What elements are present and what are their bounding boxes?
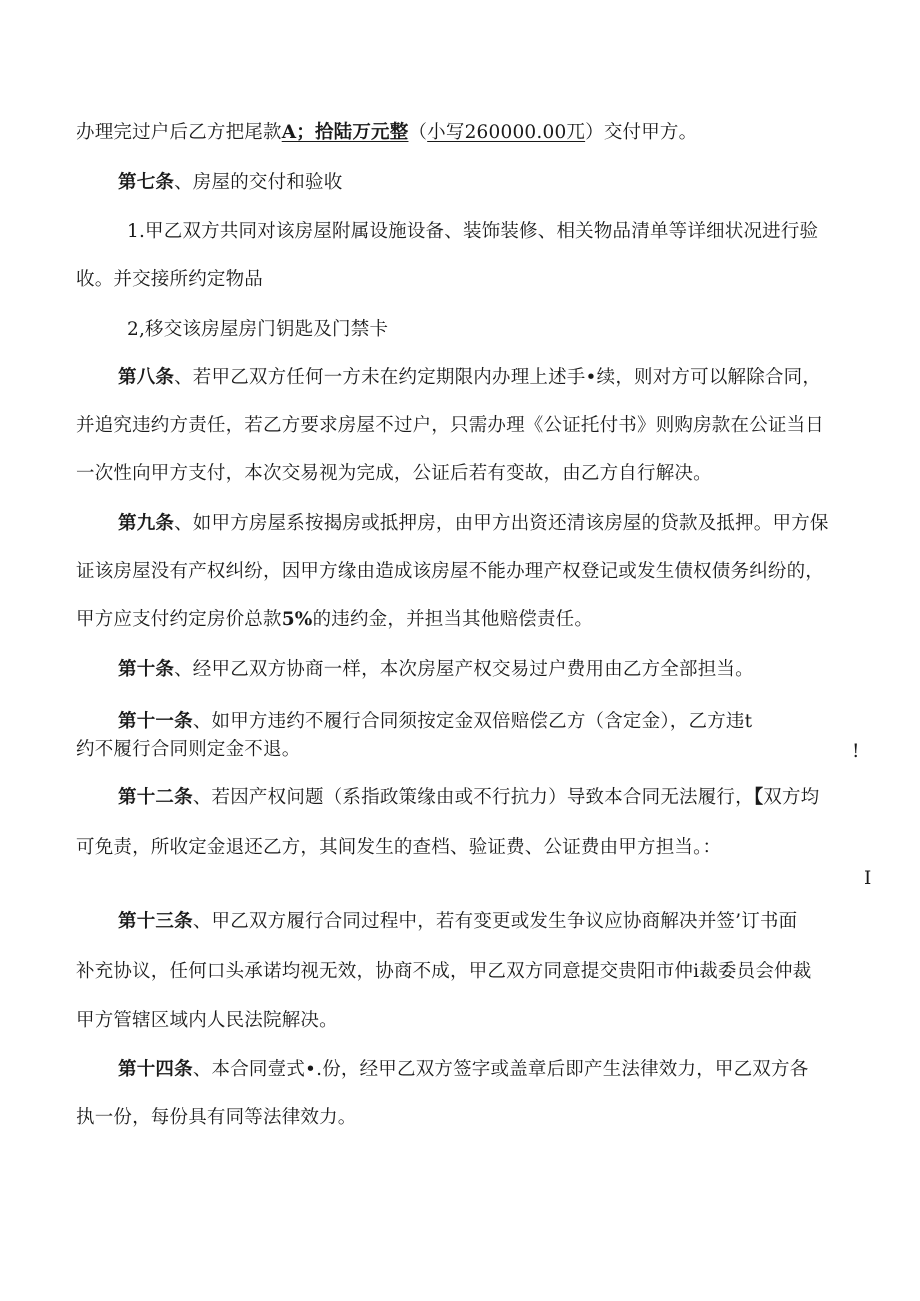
intro-paren-open: （ — [408, 122, 428, 143]
art8-line1 — [118, 366, 821, 390]
art12-line1-tail: 双方均 — [763, 787, 820, 808]
art11-line1-text: 、如甲方违约不履行合同须按定金双倍赔偿乙方（含定金），乙方违t — [192, 711, 753, 732]
art14-title: 第十四条 — [118, 1059, 193, 1080]
art10-title: 第十条 — [118, 659, 175, 680]
art12-line1-text: 、若因产权问题（系指政策缘由或不行抗力）导致本合同无法履行， — [192, 787, 754, 808]
art7-item1-line1: 1.甲乙双方共同对该房屋附属设施设备、装饰装修、相关物品清单等详细状况进行验 — [127, 221, 819, 242]
art12-margin-mark: I — [864, 868, 872, 889]
art10-line1-text: 、经甲乙双方协商一样，本次房屋产权交易过户费用由乙方全部担当。 — [174, 659, 754, 680]
art9-line3-prefix: 甲方应支付约定房价总款 — [76, 609, 282, 630]
art11-margin-mark: ! — [852, 741, 860, 762]
art12-line1 — [118, 786, 819, 810]
art13-line1 — [118, 910, 797, 934]
art9-line1-text: 、如甲方房屋系按揭房或抵押房，由甲方出资还清该房屋的贷款及抵押。甲方保 — [174, 513, 829, 534]
art8-line1-text: 、若甲乙双方任何一方未在约定期限内办理上述手•续，则对方可以解除合同， — [174, 367, 822, 388]
art13-line3: 甲方管辖区域内人民法院解决。 — [76, 1010, 338, 1031]
art11-line2: 约不履行合同则定金不退。 — [76, 739, 301, 760]
art10-line1 — [118, 658, 754, 682]
intro-amount-words: A；拾陆万元整 — [281, 122, 409, 143]
art7-title: 第七条 — [118, 172, 175, 193]
art9-line2: 证该房屋没有产权纠纷，因甲方缘由造成该房屋不能办理产权登记或发生债权债务纠纷的， — [76, 561, 825, 582]
art13-line1-text: 、甲乙双方履行合同过程中，若有变更或发生争议应协商解决并签’订书面 — [192, 911, 798, 932]
intro-prefix: 办理完过户后乙方把尾款 — [76, 122, 282, 143]
art14-line1-text: 、本合同壹式•.份，经甲乙双方签字或盖章后即产生法律效力，甲乙双方各 — [192, 1059, 809, 1080]
art8-line3: 一次性向甲方支付，本次交易视为完成，公证后若有变故，由乙方自行解决。 — [76, 463, 712, 484]
art12-bracket: 【 — [753, 787, 764, 808]
art11-line1 — [118, 710, 752, 734]
intro-line — [76, 121, 697, 145]
art13-title: 第十三条 — [118, 911, 193, 932]
art7-item2: 2,移交该房屋房门钥匙及门禁卡 — [127, 319, 389, 340]
art14-line2: 执一份，每份具有同等法律效力。 — [76, 1107, 357, 1128]
art7-heading-text: 、房屋的交付和验收 — [174, 172, 343, 193]
art14-line1 — [118, 1058, 808, 1082]
art7-heading — [118, 171, 342, 195]
art9-line3-suffix: 的违约金，并担当其他赔偿责任。 — [312, 609, 594, 630]
art7-item1-line2: 收。并交接所约定物品 — [76, 269, 264, 290]
art11-title: 第十一条 — [118, 711, 193, 732]
art9-title: 第九条 — [118, 513, 175, 534]
art13-line2: 补充协议，任何口头承诺均视无效，协商不成，甲乙双方同意提交贵阳市仲i裁委员会仲裁 — [76, 961, 812, 982]
art12-title: 第十二条 — [118, 787, 193, 808]
art9-penalty-percent: 5% — [281, 609, 313, 630]
art8-line2: 并追究违约方责任，若乙方要求房屋不过户，只需办理《公证托付书》则购房款在公证当日 — [76, 415, 825, 436]
intro-suffix: ）交付甲方。 — [585, 122, 698, 143]
art12-line2: 可免责，所收定金退还乙方，其间发生的查档、验证费、公证费由甲方担当。： — [76, 837, 722, 858]
art8-title: 第八条 — [118, 367, 175, 388]
intro-amount-figures: 小写260000.00兀 — [427, 122, 586, 143]
art9-line1 — [118, 512, 829, 536]
art9-line3 — [76, 608, 593, 632]
